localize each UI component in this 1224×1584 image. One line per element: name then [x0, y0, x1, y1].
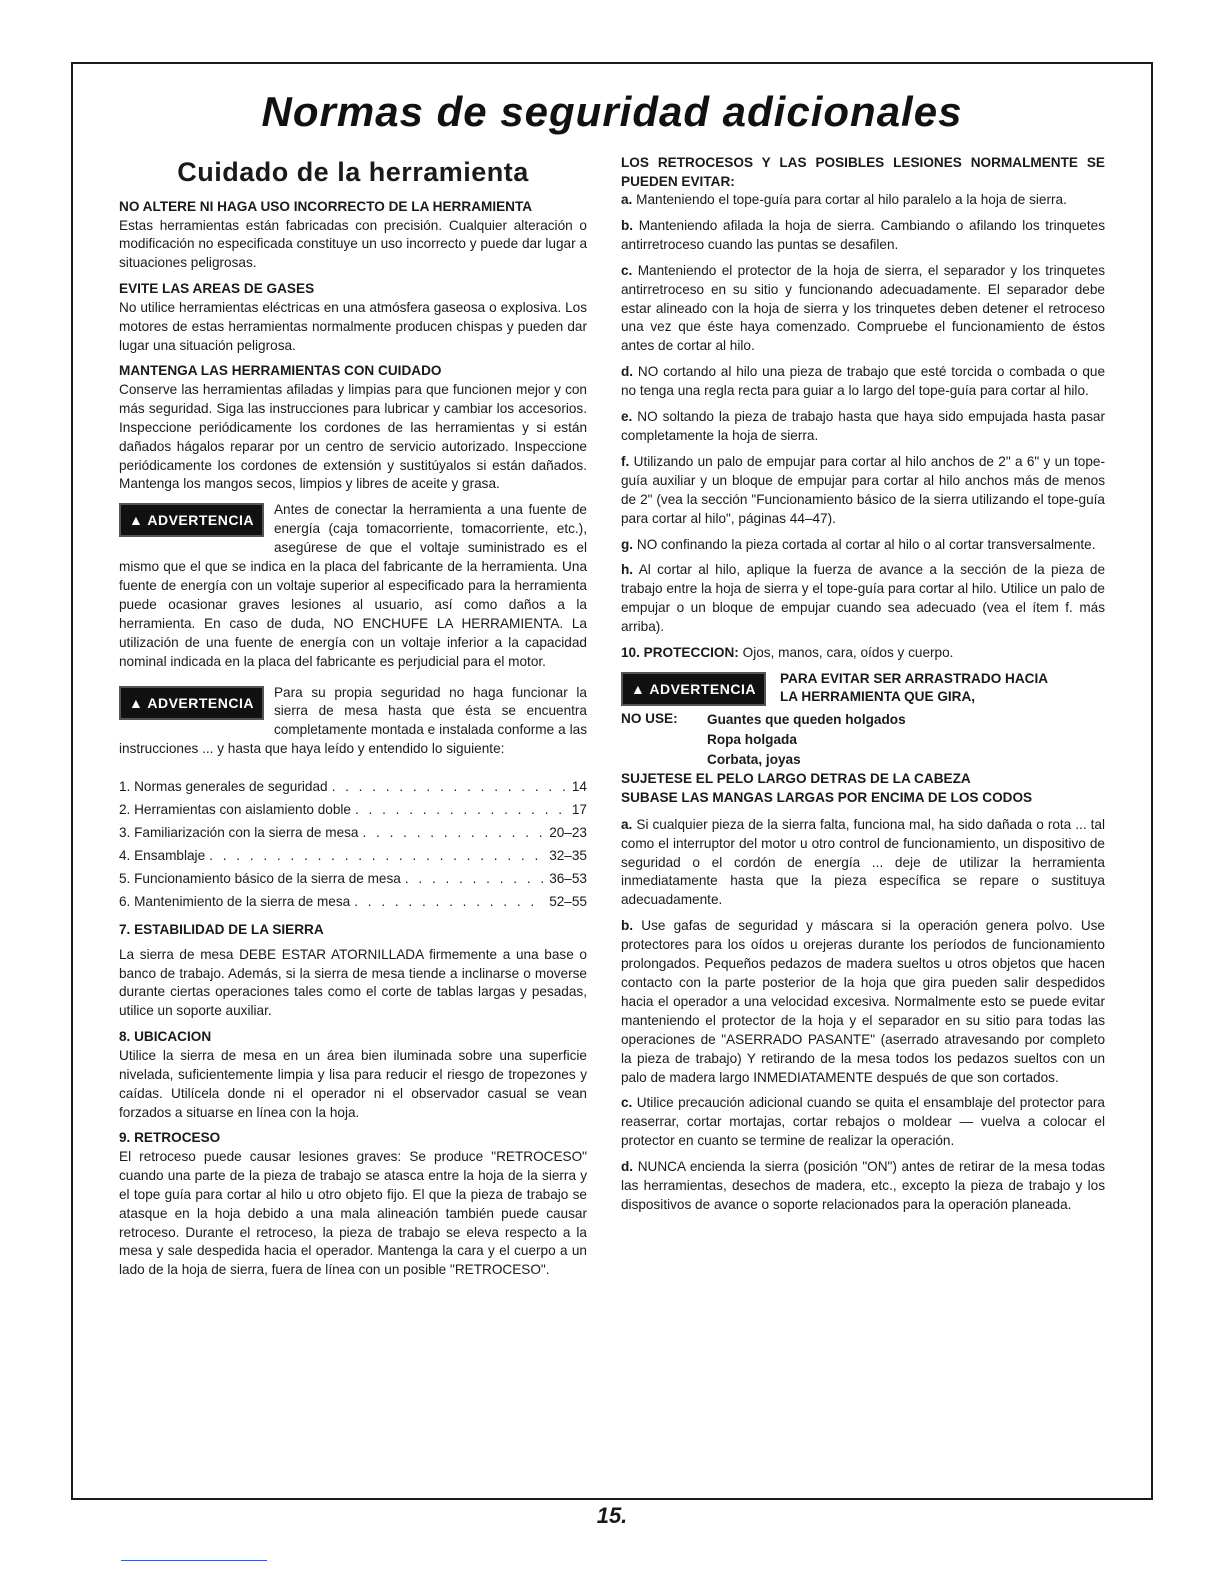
item-text: Utilizando un palo de empujar para cortar al hilo anchos de 2" a 6" y un tope-guía auxiliar y un bloque de empujar para cortar al hilo anchos más de menos de 2" (vea la sección "Funcionamiento básico de la sierra utilizando el tope-guía para cortar al hilo", páginas 44–47).	[621, 453, 1106, 526]
warning-text: Para su propia seguridad no haga funcionar la sierra de mesa hasta que ésta se encuentra completamente montada e instalada conforme a las instrucciones ... y hasta que haya leído y entendido lo siguiente:	[119, 684, 587, 757]
item-letter: a.	[621, 816, 633, 832]
item-letter: d.	[621, 364, 634, 380]
protection-heading: 10. PROTECCION:	[621, 645, 739, 661]
left-column	[119, 154, 587, 1287]
item-text: Manteniendo el tope-guía para cortar al hilo paralelo a la hoja de sierra.	[636, 192, 1067, 207]
section-heading: MANTENGA LAS HERRAMIENTAS CON CUIDADO	[119, 363, 442, 379]
section-text: Estas herramientas están fabricadas con precisión. Cualquier alteración o modificación no especificada constituye un uso incorrecto y puede dar lugar a situaciones peligrosas.	[119, 217, 587, 271]
toc-row	[119, 775, 587, 798]
warning-triangle-icon: ▲	[129, 512, 144, 529]
no-use-item: Corbata, joyas	[707, 751, 801, 767]
item-letter: d.	[621, 1159, 634, 1175]
list-item	[621, 453, 1105, 529]
warning-line: LA HERRAMIENTA QUE GIRA,	[779, 688, 976, 704]
toc-label: 6. Mantenimiento de la sierra de mesa	[119, 894, 351, 910]
item-letter: b.	[621, 217, 634, 233]
item-letter: e.	[621, 409, 633, 425]
warning-badge	[119, 503, 264, 537]
item-text: Manteniendo afilada la hoja de sierra. Cambiando o afilando los trinquetes antirretroceso cuando las puntas se desafilen.	[621, 217, 1106, 252]
section-text: No utilice herramientas eléctricas en una atmósfera gaseosa o explosiva. Los motores de estas herramientas normalmente producen chispas y pueden dar lugar una situación peligrosa.	[119, 299, 587, 353]
list-item	[621, 262, 1105, 357]
warning-badge	[621, 672, 766, 706]
page-number: 15.	[596, 1503, 628, 1528]
list-item	[621, 816, 1105, 911]
toc-leader	[354, 890, 545, 913]
item-text: Al cortar al hilo, aplique la fuerza de avance a la sección de la pieza de trabajo entre la hoja de sierra y el tope-guía para cortar al hilo. Utilice un palo de empujar o un bloque de empujar cuando sea adecuado (vea el ítem f. más arriba).	[621, 562, 1105, 635]
toc-leader	[355, 798, 568, 821]
list-item	[621, 217, 1105, 255]
no-use-label: NO USE:	[621, 710, 678, 726]
toc-page: 32–35	[549, 848, 587, 864]
toc-leader	[332, 775, 568, 798]
section-heading: 7. ESTABILIDAD DE LA SIERRA	[119, 922, 324, 938]
item-text: NO cortando al hilo una pieza de trabajo que esté torcida o combada o que no tenga una regla recta para guiar a lo largo del tope-guía para cortar al hilo.	[621, 364, 1105, 399]
no-use-item: Ropa holgada	[707, 731, 797, 747]
warning-triangle-icon: ▲	[631, 680, 646, 697]
toc-leader	[363, 821, 546, 844]
page-title: Normas de seguridad adicionales	[261, 88, 963, 135]
section-text: Utilice la sierra de mesa en un área bien iluminada sobre una superficie nivelada, suficientemente limpia y lisa para reducir el riesgo de tropezones y caídas. Utilícela donde ni el operador ni el observador casual se vean forzados a situarse en línea con la hoja.	[119, 1047, 587, 1120]
warning-line: PARA EVITAR SER ARRASTRADO HACIA	[779, 670, 1049, 686]
toc-page: 20–23	[549, 825, 587, 841]
section-heading: 9. RETROCESO	[119, 1130, 221, 1146]
item-letter: b.	[621, 918, 634, 934]
item-text: Manteniendo el protector de la hoja de sierra, el separador y los trinquetes antirretroceso en su sitio y funcionando adecuadamente. El separador debe estar alineado con la hoja de sierra y los trinquetes deben detener el retroceso una vez que éste haya comenzado. Compruebe el funcionamiento de éstos antes de cortar al hilo.	[621, 262, 1105, 354]
toc-row	[119, 867, 587, 890]
toc-label: 5. Funcionamiento básico de la sierra de mesa	[119, 871, 401, 887]
section-text: La sierra de mesa DEBE ESTAR ATORNILLADA firmemente a una base o banco de trabajo. Además, si la sierra de mesa tiende a inclinarse o moverse durante ciertas operaciones tales como el corte de tablas largas y pesadas, utilice un soporte auxiliar.	[119, 946, 587, 1019]
item-letter: c.	[621, 262, 633, 278]
warning-text: Antes de conectar la herramienta a una fuente de energía (caja tomacorriente, tomacorriente, etc.), asegúrese de que el voltaje suministrado es el mismo que el que se indica en la placa del fabricante de la herramienta. Una fuente de energía con un voltaje superior al especificado para la herramienta puede ocasionar graves lesiones al usuario, así como daños a la herramienta. En caso de duda, NO ENCHUFE LA HERRAMIENTA. La utilización de una fuente de energía con un voltaje inferior a la capacidad nominal indicada en la placa del fabricante es perjudicial para el motor.	[119, 502, 587, 669]
list-item	[621, 408, 1105, 446]
list-item	[621, 1158, 1105, 1215]
item-text: NO confinando la pieza cortada al cortar al hilo o al cortar transversalmente.	[636, 536, 1096, 552]
toc-row	[119, 844, 587, 867]
caps-instruction: SUJETESE EL PELO LARGO DETRAS DE LA CABEZA	[621, 770, 971, 786]
section-heading: 8. UBICACION	[119, 1029, 212, 1045]
list-item	[621, 917, 1105, 1087]
toc-label: 2. Herramientas con aislamiento doble	[119, 802, 351, 818]
toc-leader	[405, 867, 545, 890]
no-use-item: Guantes que queden holgados	[707, 711, 906, 727]
list-item	[621, 561, 1105, 637]
footer-rule	[121, 1560, 267, 1561]
toc-page: 17	[571, 802, 587, 818]
page-frame	[71, 62, 1153, 1500]
list-item	[621, 1094, 1105, 1151]
protection-text: Ojos, manos, cara, oídos y cuerpo.	[742, 645, 954, 661]
item-text: Utilice precaución adicional cuando se quita el ensamblaje del protector para reaserrar, cortar mortajas, cortar rebajos o moldear — vuelva a colocar el protector en cuanto se termine de realizar la operación.	[621, 1095, 1105, 1149]
no-use-list	[621, 710, 1105, 770]
item-letter: g.	[621, 536, 634, 552]
section-subtitle: Cuidado de la herramienta	[177, 157, 529, 187]
toc-row	[119, 798, 587, 821]
section-text: Conserve las herramientas afiladas y limpias para que funcionen mejor y con más seguridad. Siga las instrucciones para lubricar y cambiar los accesorios. Inspeccione periódicamente los cordones de las herramientas y si están dañados hágalos reparar por un centro de servicio autorizado. Inspeccione periódicamente los cordones de extensión y sustitúyalos si están dañados. Mantenga los mangos secos, limpios y libres de aceite y grasa.	[119, 381, 587, 492]
kickback-heading: LOS RETROCESOS Y LAS POSIBLES LESIONES NORMALMENTE SE PUEDEN EVITAR:	[621, 155, 1105, 189]
section-text: El retroceso puede causar lesiones graves: Se produce "RETROCESO" cuando una parte de la pieza de trabajo se atasca entre la hoja de la sierra y el tope guía para cortar al hilo u otro objeto fijo. El que la pieza de trabajo se atasque en la hoja debido a una mala alineación también puede causar retroceso. Durante el retroceso, la pieza de trabajo se eleva respecto a la mesa y sale despedida hacia el operador. Mantenga la cara y el cuerpo a un lado de la hoja de sierra, fuera de línea con un posible "RETROCESO".	[119, 1148, 587, 1278]
protection-list	[621, 816, 1105, 1215]
warning-assembly	[119, 684, 587, 760]
kickback-list	[621, 191, 1105, 637]
item-text: NO soltando la pieza de trabajo hasta que haya sido empujada hasta pasar completamente la hoja de sierra.	[621, 409, 1106, 443]
warning-badge	[119, 686, 264, 720]
right-column	[621, 154, 1105, 1222]
warning-badge-label: ADVERTENCIA	[147, 512, 254, 529]
toc-label: 1. Normas generales de seguridad	[119, 779, 328, 795]
item-text: NUNCA encienda la sierra (posición "ON") antes de retirar de la mesa todas las herramientas, desechos de madera, etc., excepto la pieza de trabajo y los dispositivos de avance o soporte relacionados para la operación planeada.	[621, 1159, 1106, 1212]
warning-heading	[780, 670, 1048, 708]
item-text: Si cualquier pieza de la sierra falta, funciona mal, ha sido dañada o rota ... tal como el interruptor del motor u otro control de funcionamiento, un dispositivo de seguridad o el cordón de energía ... deje de utilizar la herramienta inmediatamente hasta que la pieza específica se repare o sustituya adecuadamente.	[621, 816, 1106, 908]
list-item	[621, 363, 1105, 401]
item-letter: a.	[621, 192, 633, 207]
toc-leader	[209, 844, 545, 867]
toc-label: 4. Ensamblaje	[119, 848, 206, 864]
item-letter: f.	[621, 453, 630, 469]
caps-instruction: SUBASE LAS MANGAS LARGAS POR ENCIMA DE LOS CODOS	[621, 789, 1033, 805]
item-letter: h.	[621, 562, 634, 578]
warning-triangle-icon: ▲	[129, 694, 144, 711]
toc-row	[119, 890, 587, 913]
toc-page: 36–53	[549, 871, 587, 887]
toc-page: 52–55	[549, 894, 587, 910]
section-heading: EVITE LAS AREAS DE GASES	[119, 281, 315, 297]
item-text: Use gafas de seguridad y máscara si la operación genera polvo. Use protectores para los oídos u orejeras durante los períodos de funcionamiento prolongados. Pequeños pedazos de madera sueltos u otros objetos que hacen contacto con la parte posterior de la hoja que gira pueden salir despedidos hacia el operador a una velocidad excesiva. Normalmente esto se puede evitar manteniendo el protector de la hoja y el separador en su sitio para todas las operaciones de "ASERRADO PASANTE" (aserrado atravesando por completo la pieza de trabajo) Y retirando de la mesa todos los pedazos sueltos con un palo de madera largo INMEDIATAMENTE después de que son cortados.	[621, 918, 1105, 1085]
no-use-items	[707, 710, 906, 770]
list-item	[621, 191, 1105, 210]
item-letter: c.	[621, 1095, 633, 1111]
list-item	[621, 536, 1105, 555]
toc-row	[119, 821, 587, 844]
warning-voltage	[119, 501, 587, 671]
warning-badge-label: ADVERTENCIA	[147, 694, 254, 711]
toc-list	[119, 775, 587, 913]
toc-label: 3. Familiarización con la sierra de mesa	[119, 825, 359, 841]
section-heading: NO ALTERE NI HAGA USO INCORRECTO DE LA HERRAMIENTA	[119, 199, 533, 214]
warning-badge-label: ADVERTENCIA	[649, 680, 756, 697]
warning-entanglement	[621, 670, 1105, 708]
protection-line	[621, 644, 1105, 663]
toc-page: 14	[571, 779, 587, 795]
